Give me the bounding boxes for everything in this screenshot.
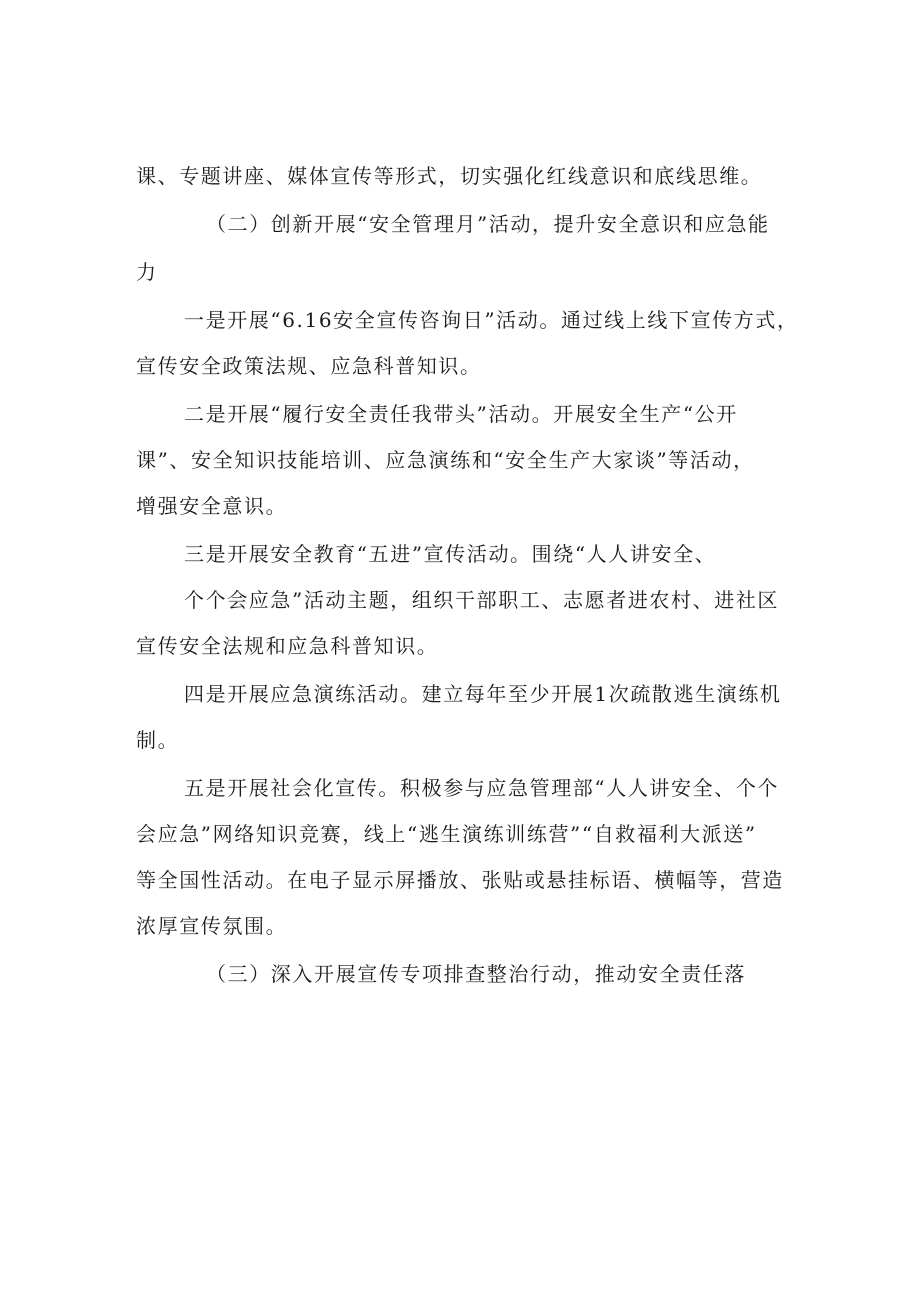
text-line-8: 增强安全意识。 — [136, 494, 288, 518]
text-line-15: 会应急”网络知识竞赛，线上“逃生演练训练营”“自救福利大派送” — [136, 822, 757, 846]
section-heading-2: （二）创新开展“安全管理月”活动，提升安全意识和应急能 — [206, 212, 770, 236]
paragraph-5-start: 五是开展社会化宣传。积极参与应急管理部“人人讲安全、个个 — [184, 776, 780, 800]
text-line-5: 宣传安全政策法规、应急科普知识。 — [136, 354, 482, 378]
text-line-10: 个个会应急”活动主题，组织干部职工、志愿者进农村、进社区 — [184, 588, 780, 612]
text-line-1: 课、专题讲座、媒体宣传等形式，切实强化红线意识和底线思维。 — [136, 164, 763, 188]
text-line-7: 课”、安全知识技能培训、应急演练和“安全生产大家谈”等活动， — [136, 448, 755, 472]
text-line-16: 等全国性活动。在电子显示屏播放、张贴或悬挂标语、横幅等，营造 — [136, 868, 784, 892]
text-line-3: 力 — [136, 260, 158, 284]
paragraph-4-start: 四是开展应急演练活动。建立每年至少开展1次疏散逃生演练机 — [184, 682, 782, 706]
section-heading-3: （三）深入开展宣传专项排查整治行动，推动安全责任落 — [206, 962, 746, 986]
text-line-13: 制。 — [136, 728, 180, 752]
paragraph-3-start: 三是开展安全教育“五进”宣传活动。围绕“人人讲安全、 — [184, 542, 717, 566]
text-line-17: 浓厚宣传氛围。 — [136, 914, 288, 938]
text-line-11: 宣传安全法规和应急科普知识。 — [136, 634, 439, 658]
paragraph-1-start: 一是开展“6.16安全宣传咨询日”活动。通过线上线下宣传方式， — [184, 308, 799, 332]
paragraph-2-start: 二是开展“履行安全责任我带头”活动。开展安全生产“公开 — [184, 402, 738, 426]
